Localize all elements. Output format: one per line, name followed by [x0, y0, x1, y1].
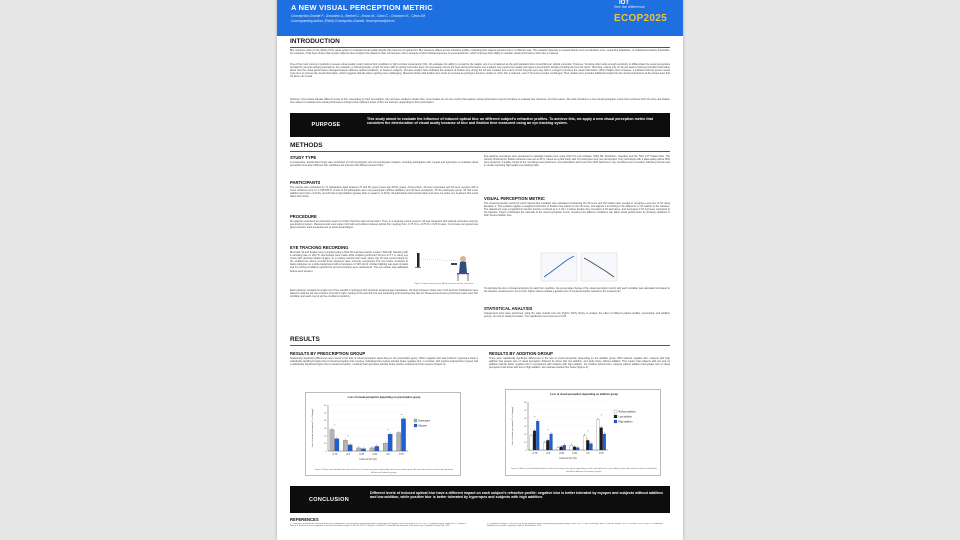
screen-stand — [415, 267, 421, 268]
bar-without-addition — [583, 436, 586, 450]
chart-title: Loss of visual perception depending on prescription group — [347, 396, 421, 399]
bar-myopes — [348, 445, 352, 451]
bar-high-addition — [536, 421, 539, 450]
bar-without-addition — [557, 448, 560, 450]
significance-marker: * — [534, 415, 536, 420]
legend-label: High addition — [618, 420, 633, 424]
bar-without-addition — [543, 443, 546, 450]
introduction-paragraph-1: Blur tolerance refers to the ability of the visual system to maintain visual quality despite the presence of optical blur. Blur tolerance differs across refractive profiles, indicating that subjects perceive blur in a different way. This variation depends on several factors such as refractive error, neural blur adaptation, or individual sensitivity thresholds. For example, it has been shown that myopic subjects have a higher blur tolerance than emmetropes; this is because of their habitual exposure to uncorrected blur, which improves their ability to maintain visual performance when blur is induced. — [290, 49, 670, 56]
y-tick-label: 40 — [324, 420, 327, 423]
x-tick-label: -0.25 — [358, 454, 364, 456]
references-heading: REFERENCES — [290, 517, 319, 522]
participant-body — [459, 262, 467, 274]
y-tick-label: 20 — [524, 433, 527, 436]
poster-title: A NEW VISUAL PERCEPTION METRIC — [291, 3, 433, 12]
bar-without-addition — [597, 420, 600, 450]
purpose-text: This study aimed to evaluate the influence of induced optical blur on different subject's refractive profiles. To achieve this, we apply a new visual perception metric that considers the deterioration of visual acuity because of blur and fixation time measured using an eye-tracking system. — [367, 117, 653, 126]
figure-setup-illustration — [411, 249, 477, 287]
y-axis-label: Loss of visual perception (% of change) — [312, 408, 314, 448]
study-type-text: A prospective, double-blind study was conducted on both presbyopic and non-presbyopic subjects, including participants with myopia and hyperopia, to evaluate visual perception loss when different blur conditions are induced with different levels of blur. — [290, 161, 478, 168]
bar-hyperopes — [397, 433, 401, 451]
y-tick-label: 50 — [524, 409, 527, 412]
eye-chart-screen — [417, 253, 420, 267]
conference-logo: ECOP2025 — [614, 13, 667, 24]
figure-3-caption: Figure 3. Mean and standard deviation of the loss of visual perception depending on the prescription group. An asterisk indicates statistically significant differences between groups. — [314, 469, 454, 474]
legend-label: Hyperopes — [418, 419, 431, 423]
bar-hyperopes — [370, 448, 374, 451]
section-divider — [290, 47, 670, 48]
bar-high-addition — [590, 444, 593, 450]
introduction-paragraph-3: However, how people tolerate different levels of blur, depending on their prescription, has not been studied in detail. Also, most studies do not use metrics that capture visual performance beyond VA alone to evaluate blur tolerance. For that reason, this work introduces a new visual perception metric that combines both VA score and fixation time values to evaluate how visual performance changes when different levels of blur are induced, depending on their prescription. — [290, 98, 670, 105]
bar-hyperopes — [343, 440, 347, 451]
y-tick-label: 10 — [324, 443, 327, 446]
eye-tracking-text: Binocular VA and fixation were recorded using a Tobii Pro Lab Eye-tracker system (Tobii AB, Sweden) with a sampling rate of 120 Hz. Recordings were made while subjects performed VA test at 5.7 m using eye charts with decimal notation (Figure 1). A resting method was used, where the VA was scored based on the smallest line where at least three optotypes were correctly recognized. The test charts consisted of black optotypes on a white background with a luminance of 160 cd/m2. Ambient lighting was kept constant and the testing conditions (optical blur and prescription) were randomized. The eye tracker was calibrated before each session. — [290, 251, 408, 273]
visual-perception-metric-heading: VISUAL PERCEPTION METRIC — [484, 196, 545, 201]
y-tick-label: 30 — [324, 427, 327, 430]
poster-header — [277, 0, 683, 36]
visual-perception-metric-text: The visual perception metric for each induced blur condition was calculated considering the VA score and the fixation time needed to recognize every line of VA using Equation 1. This equation applies a weighted correction to fixation time based on the VA score, and adjusts it according to the difference in VA relative to the baseline. The adjustment uses a logarithmic transfer function centered at 0. A VA ≥ 0 where fixation time increases if VA decreases, and decreases if VA improves compared to the baseline. Figure 2 illustrates the rationale of the visual perception metric, showing how different conditions can affect visual performance by showing variations in both VA and fixation time. — [484, 202, 670, 218]
introduction-paragraph-2: One of the most common methods to assess visual quality under induced blur conditions is high contrast visual acuity (VA). VA evaluates the ability to recognize the details, and it is considered as the gold standard when prescribing an optical correction. However, VA alone often lacks enough sensitivity to differentiate the visual perceptions provided by several optical prescriptions. For example, in clinical practice, a high VA score with an optical correction does not necessarily ensure the best visual performance but a patient may report poor quality and reject a prescription despite providing the best VA result. Therefore, relying only on VA can lead to missing important information about how the visual performance changed between different optical conditions, or between subjects. Previous studies have indicated the analysis of fixation time during the VA test. Fixation time refers to how long the eyes stay still on a target to process the visual information. When fixation time increases, it indicates that the person needs more time to process the visual information, which suggests that the task is getting more challenging. Research shows that fixation time tends to increase as optotypes become smaller or when blur is induced, even if VA scores remain unchanged. Thus, fixation time provides additional insight into the visual performance at the lowest level that VA alone can reveal. — [290, 63, 670, 79]
bar-high-addition — [576, 448, 579, 450]
legend-swatch — [614, 410, 617, 413]
chart-title: Loss of visual perception depending on addition group — [550, 393, 618, 396]
x-tick-label: -0.5 — [346, 454, 350, 456]
significance-marker: * — [400, 412, 402, 417]
y-tick-label: 40 — [524, 417, 527, 420]
legend-swatch — [614, 415, 617, 418]
bar-myopes — [401, 419, 405, 451]
x-tick-label: 0.75 — [399, 454, 404, 456]
x-tick-label: 0.25 — [372, 454, 377, 456]
procedure-heading: PROCEDURE — [290, 214, 317, 219]
bar-high-addition — [603, 434, 606, 450]
metric-illustration-svg — [539, 250, 619, 285]
line-of-sight — [421, 259, 461, 261]
significance-marker: * — [587, 429, 589, 434]
eye-tracking-processing-text: Eye-tracking recordings were processed to calculate fixation time using Tobii Pro Lab software (Tobii AB, Stockholm, Sweden) and the Tobii I-VT fixation filter. The velocity threshold for fixation detection was set at 30°/s, based on a pilot study with 10 presbyopes and non-presbyopes. Only recordings with a data quality above 80% were analyzed. A quality control of the recordings was performed, and participants with more than 30% data loss in any recording were excluded, following criteria used in studies reporting high-quality eye-tracking data. — [484, 155, 670, 168]
bar-low-addition — [546, 440, 549, 450]
significance-marker: * — [347, 434, 349, 439]
chart-addition-svg — [506, 398, 662, 466]
section-divider — [290, 151, 670, 152]
x-tick-label: -0.5 — [546, 453, 550, 455]
legend-label: Without addition — [618, 410, 636, 414]
y-tick-label: 20 — [324, 435, 327, 438]
chart-prescription-group — [305, 392, 461, 476]
purpose-label: PURPOSE — [311, 122, 341, 128]
bar-hyperopes — [330, 430, 334, 451]
procedure-text: All subjects underwent an optometric exam to confirm that they had normal vision. Then, in a separate 2-hour session, VA was measured with optimal correction using an eye-tracking system. Measurements were taken both with and without induced optical blur, ranging from -0.75 D to +0.75 D in 0.25 D steps. A 2-minute rest period was given between each measurement to avoid visual fatigue. — [290, 220, 478, 230]
participants-heading: PARTICIPANTS — [290, 180, 321, 185]
significance-marker: * — [387, 428, 389, 433]
introduction-heading: INTRODUCTION — [290, 38, 340, 45]
legend-label: Myopes — [418, 424, 427, 428]
figure-1-caption: Figure 1. Experimental setup for VA measurement with the eye-tracker. — [414, 283, 474, 285]
x-axis-label: Induced blur (D) — [359, 458, 377, 461]
conclusion-text: Different levels of induced optical blur have a different impact on each subject's refractive profile: negative blur is better tolerated by myopes and subjects without addition and low addition, while positive blur is better tolerated by hyperopes and subjects with high addition. — [370, 491, 663, 500]
statistical-analysis-heading: STATISTICAL ANALYSIS — [484, 306, 533, 311]
significance-marker: * — [600, 413, 602, 418]
eye-tracking-heading: EYE TRACKING RECORDING — [290, 245, 349, 250]
section-divider — [290, 345, 670, 346]
results-addition-text: There were statistically significant differences in the loss of visual perception depending on the addition group. With induced negative blur, subjects with high addition had greater loss of visual perception followed by those with low addition, and lastly those without addition. This means that subjects with low and no addition tolerate better negative blur in comparison with subjects with high addition. For positive induced blur, subjects without addition had greater loss of visual perception than those with low or high addition, who tolerate positive blur better (Figure 4). — [489, 357, 670, 370]
y-tick-label: 30 — [524, 425, 527, 428]
bar-low-addition — [573, 447, 576, 450]
bar-myopes — [388, 434, 392, 451]
chair — [457, 273, 469, 274]
institute-tagline: See the difference — [614, 5, 645, 9]
statistical-analysis-text: Independent tests were performed using the stats module from the Python SciPy library to analyze the effect of different patient profiles, prescription and addition groups, for loss of visual perception. The significance level was set at 0.05. — [484, 312, 670, 319]
chart-prescription-svg — [306, 401, 462, 467]
y-tick-label: 0 — [325, 450, 327, 453]
corresponding-author: Corresponding author: [Fidel] Concepción-Grande, fconcepcion@iot.es — [291, 19, 395, 23]
bar-hyperopes — [383, 443, 387, 451]
legend-label: Low addition — [618, 415, 632, 419]
bar-without-addition — [530, 436, 533, 450]
chart-addition-group — [505, 389, 661, 476]
results-prescription-heading: RESULTS BY PRESCRIPTION GROUP — [290, 351, 366, 356]
bar-low-addition — [586, 440, 589, 450]
author-list: Concepción-Grande F., González A., Benkel C., Bruno M., Cano C., Chamorro E., Cleva JM — [291, 14, 425, 18]
x-tick-label: 0.25 — [572, 453, 577, 455]
y-axis-label: Loss of visual perception (% of change) — [512, 406, 514, 446]
bar-high-addition — [550, 434, 553, 450]
x-tick-label: -0.25 — [558, 453, 564, 455]
bar-low-addition — [600, 428, 603, 450]
results-addition-heading: RESULTS BY ADDITION GROUP — [489, 351, 553, 356]
figure-4-caption: Figure 4. Mean and standard deviation of the loss of visual perception depending on the induced blur for each addition group. An asterisk indicates statistically significant differences between groups. — [511, 468, 657, 473]
significance-marker: * — [547, 428, 549, 432]
study-type-heading: STUDY TYPE — [290, 155, 317, 160]
bar-myopes — [375, 446, 379, 451]
x-tick-label: -0.75 — [332, 454, 338, 456]
poster — [277, 0, 683, 540]
bar-hyperopes — [357, 448, 361, 451]
references-column-2: 4. Concepción-Grande F, Cleva JM, et al. A new method to assess visual quality using eye-tracking. Vision. 2023. 5. Tobii Technology. Tobii Pro Lab user manual. 2021. 6. Virtanen P, et al. SciPy 1.0: fundamental algorithms for scientific computing in Python. Nat Methods. 2020. — [487, 523, 664, 528]
participants-text: The sample was composed by 71 participants aged between 37 and 69 years (mean age 50±11 years). Among them, 20 were hyperopes and 40 were myopes, with a mean refractive error of -1.33±3.80 D. A total of 18 participants were non-presbyopic (without addition), and 42 were presbyopic. Of the presbyopic group, 20 had a low addition (less than +2.00 D), and 22 had a high addition (greater than or equal to +2.00 D). All participants had normal vision and were not under any treatment that could affect their vision. — [290, 186, 478, 199]
x-tick-label: 0.5 — [586, 453, 590, 455]
x-tick-label: 0.5 — [386, 454, 390, 456]
bar-low-addition — [560, 447, 563, 450]
x-tick-label: -0.75 — [532, 453, 538, 455]
y-tick-label: 0 — [525, 449, 527, 452]
y-tick-label: 50 — [324, 412, 327, 415]
y-tick-label: 60 — [524, 401, 527, 404]
methods-heading: METHODS — [290, 142, 323, 149]
legend-swatch — [414, 424, 417, 427]
figure-metric-illustration — [539, 250, 619, 285]
conclusion-label: CONCLUSION — [309, 496, 349, 503]
y-tick-label: 10 — [524, 441, 527, 444]
participant-head — [460, 256, 466, 262]
bar-myopes — [361, 449, 365, 451]
legend-swatch — [414, 419, 417, 422]
references-column-1: 1. Cufflin MP, Mankowska A, Mallen EA. Effect of blur adaptation on blur sensitivity and discrimination in emmetropes and myopes. Invest Ophthalmol Vis Sci. 2007. 2. Radhakrishnan A, Dorronsoro C, Sawides L, Marcos S. Short-term neural adaptation to simultaneous bifocal images. PLoS One. 2014. 3. Wang B, Ciuffreda KJ. Foveal blur discrimination of the human eye. Ophthalmic Physiol Opt. 2005. — [290, 523, 467, 528]
institute-logo: IOT — [619, 0, 629, 6]
x-axis-label: Induced blur (D) — [559, 457, 577, 460]
eye-tracking-text-2: Each optotype contained a single row of five Landolt C optotypes with randomly assigned gap orientations. VA steps between charts were 0.10 decimal. Participants were asked to read the full row of letters from left to right, starting at the decimal size and continuing until reaching their last VA. Measurements were performed under each blur condition and each one for all the conditions randomly. — [290, 289, 478, 299]
legend-swatch — [614, 420, 617, 423]
results-prescription-text: Statistically significant differences were found in the loss of visual perception depending on the prescription group. When negative blur was induced, hyperopes show a statistically significant higher loss of visual perception than myopes, indicating that myopes tolerate better negative blur. In contrast, with positive induced blur myopes had a statistically significant higher loss of visual perception, meaning that hyperopes tolerate better positive induced blur than myopes (Figure 3). — [290, 357, 478, 367]
purpose-box — [290, 113, 670, 137]
eye-tracker-setup-svg — [411, 249, 477, 283]
bar-without-addition — [570, 445, 573, 450]
bar-low-addition — [533, 431, 536, 450]
results-heading: RESULTS — [290, 336, 320, 343]
conclusion-box — [290, 486, 670, 513]
significance-marker: * — [334, 423, 336, 428]
y-tick-label: 60 — [324, 404, 327, 407]
visual-perception-metric-text-2: To calculate the loss of visual perception for each blur condition, the percentage change of the visual perception metric with each condition was calculated compared to the baseline measurement. As a result, higher values indicate a greater loss of visual perception caused by the induced blur. — [484, 287, 670, 294]
bar-high-addition — [563, 445, 566, 450]
eye-tracker-device — [451, 263, 457, 265]
bar-myopes — [335, 439, 339, 451]
x-tick-label: 0.75 — [599, 453, 604, 455]
